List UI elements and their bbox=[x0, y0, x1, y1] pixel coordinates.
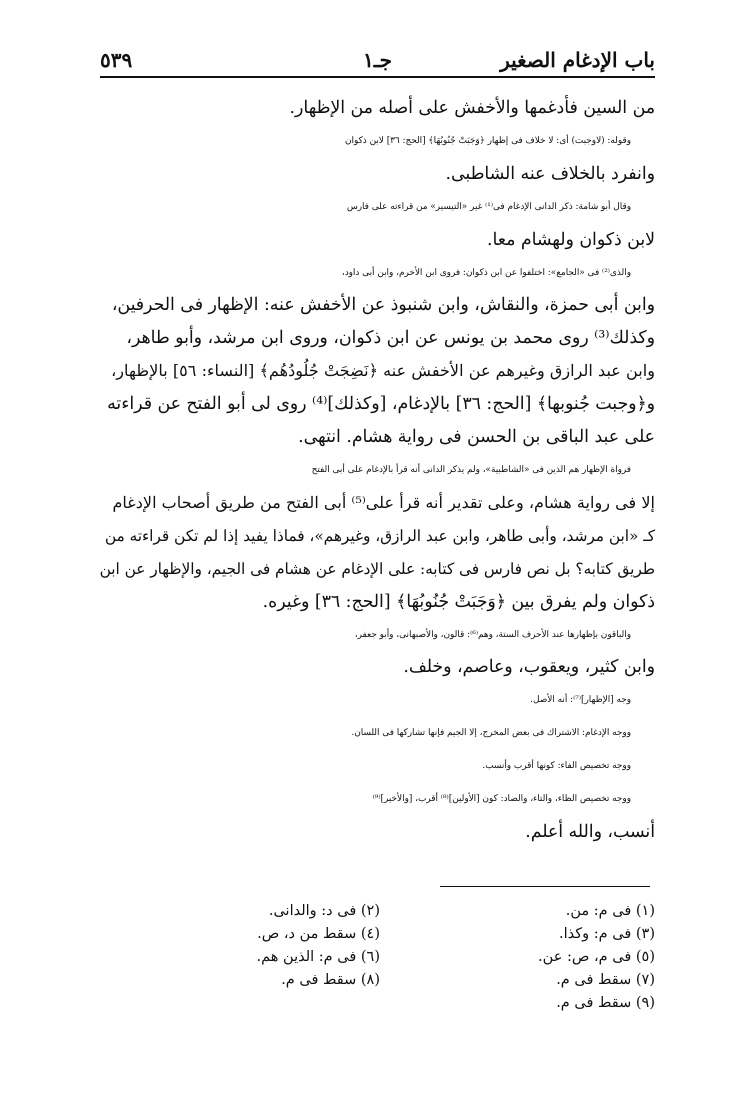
chapter-title: باب الإدغام الصغير bbox=[500, 48, 655, 72]
page-number: ٥٣٩ bbox=[100, 48, 133, 72]
text-line: وابن أبى حمزة، والنقاش، وابن شنبوذ عن الأخفش عنه: الإظهار فى الحرفين، bbox=[111, 295, 655, 316]
text-line: وابن عبد الرازق وغيرهم عن الأخفش عنه ﴿نَضِجَتْ جُلُودُهُم﴾ [النساء: ٥٦] بالإظهار، bbox=[111, 361, 655, 381]
text-line: والباقون بإظهارها عند الأحرف الستة، وهم⁽⁶⁾: قالون، والأصبهانى، وأبو جعفر، bbox=[354, 629, 631, 640]
footnote: (٣) فى م: وكذا. bbox=[559, 926, 655, 942]
text-line: ووجه تخصيص الظاء، والتاء، والصاد: كون [الأولين]⁽⁸⁾ أقرب، [والأخير]⁽⁹⁾ bbox=[372, 794, 631, 805]
text-line: و﴿وجبت جُنوبها﴾ [الحج: ٣٦] بالإدغام، [وكذلك]⁽⁴⁾ روى لى أبو الفتح عن قراءته bbox=[107, 394, 655, 415]
footnote: (٨) سقط فى م. bbox=[281, 972, 380, 988]
text-line: ذكوان ولم يفرق بين ﴿وَجَبَتْ جُنُوبُهَا﴾ [الحج: ٣٦] وغيره. bbox=[262, 591, 655, 612]
footnote: (٥) فى م، ص: عن. bbox=[538, 949, 655, 965]
footnote: (٤) سقط من د، ص. bbox=[257, 926, 380, 942]
page-header bbox=[100, 42, 655, 78]
footnote: (٩) سقط فى م. bbox=[556, 995, 655, 1011]
text-line: إلا فى رواية هشام، وعلى تقدير أنه قرأ على⁽⁵⁾ أبى الفتح من طريق أصحاب الإدغام bbox=[112, 492, 655, 512]
text-line: ووجه الإدغام: الاشتراك فى بعض المخرج، إلا الجيم فإنها تشاركها فى اللسان. bbox=[351, 728, 631, 739]
footnote: (١) فى م: من. bbox=[565, 903, 655, 919]
volume-label: جـ١ bbox=[363, 48, 392, 72]
text-line: طريق كتابه؟ بل نص فارس فى كتابه: على الإدغام عن هشام فى الجيم، والإظهار عن ابن bbox=[99, 559, 655, 578]
header-rule bbox=[100, 76, 655, 78]
text-line: والذى⁽²⁾ فى «الجامع»: اختلفوا عن ابن ذكوان: فروى ابن الأخرم، وابن أبى داود، bbox=[341, 267, 631, 278]
main-text bbox=[100, 92, 655, 849]
text-line: لابن ذكوان ولهشام معا. bbox=[487, 229, 655, 250]
text-line: كـ «ابن مرشد، وأبى طاهر، وابن عبد الرازق، وغيرهم»، فماذا يفيد إذا لم تكن قراءته من bbox=[104, 526, 655, 545]
text-line: من السين فأدغمها والأخفش على أصله من الإظهار. bbox=[289, 98, 655, 118]
footnote: (٦) فى م: الذين هم. bbox=[256, 949, 380, 965]
footnotes-right-column bbox=[375, 900, 655, 1015]
text-line: وانفرد بالخلاف عنه الشاطبى. bbox=[445, 163, 655, 184]
text-line: وكذلك⁽³⁾ روى محمد بن يونس عن ابن ذكوان، وروى ابن مرشد، وأبو طاهر، bbox=[126, 328, 655, 349]
text-line: وقوله: (لاوجبت) أى: لا خلاف فى إظهار ﴿وَجَبَتْ جُنُوبُهَا﴾ [الحج: ٣٦] لابن ذكوان bbox=[345, 135, 631, 146]
footnotes-left-column bbox=[100, 900, 380, 992]
text-line: وجه [الإظهار]⁽⁷⁾: أنه الأصل. bbox=[530, 695, 631, 706]
text-line: وقال أبو شامة: ذكر الدانى الإدغام فى⁽¹⁾ غير «التيسير» من قراءته على فارس bbox=[346, 201, 631, 212]
footnote: (٧) سقط فى م. bbox=[556, 972, 655, 988]
footnote-separator bbox=[440, 886, 650, 887]
footnote: (٢) فى د: والدانى. bbox=[268, 903, 380, 919]
text-line: فرواة الإظهار هم الذين فى «الشاطبية»، ولم يذكر الدانى أنه قرأ بالإدغام على أبى الفتح bbox=[311, 464, 631, 475]
text-line: أنسب، والله أعلم. bbox=[525, 821, 655, 842]
text-line: ووجه تخصيص الفاء: كونها أقرب وأنسب. bbox=[482, 761, 631, 772]
text-line: على عبد الباقى بن الحسن فى رواية هشام. انتهى. bbox=[298, 427, 655, 448]
text-line: وابن كثير، ويعقوب، وعاصم، وخلف. bbox=[403, 657, 655, 678]
